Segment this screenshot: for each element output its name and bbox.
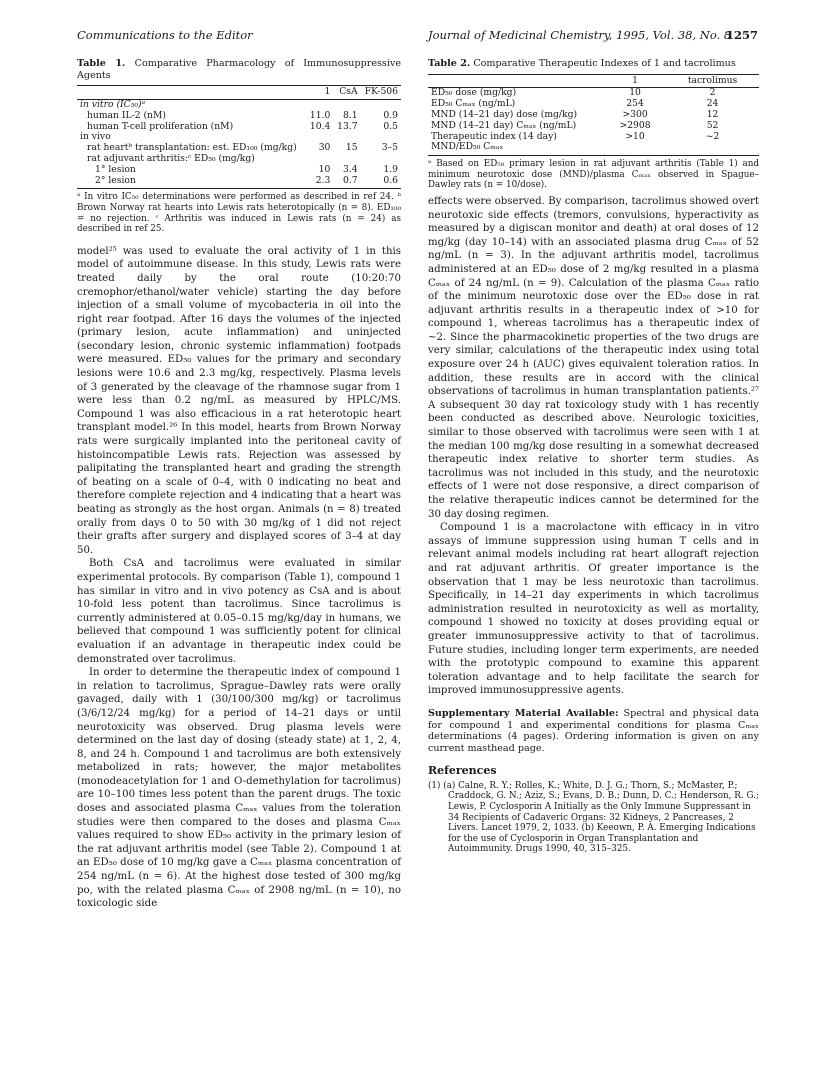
table2-header-row: [428, 74, 759, 88]
row-label: 2° lesion: [77, 176, 306, 189]
cell: 11.0: [309, 109, 331, 121]
table2-title: Comparative Therapeutic Indexes of 1 and tacrolimus: [473, 58, 736, 69]
row-label: in vitro (IC₅₀)ᵃ: [80, 98, 146, 110]
cell: 0.9: [383, 109, 398, 121]
table1-row: [77, 176, 401, 189]
table1-row: [77, 122, 401, 133]
right-column: [428, 58, 759, 855]
cell: 254: [626, 98, 644, 110]
supplementary-text: Spectral and physical data for compound 1 and experimental conditions for plasma Cₘₐₓ determinations (4 pages). Ordering information is given on any current masthead page.: [428, 707, 759, 754]
cell: 2: [709, 87, 716, 99]
cell: 0.5: [383, 120, 398, 132]
cell: 1.9: [383, 163, 398, 175]
row-label: Therapeutic index (14 day) MND/ED₅₀ Cₘₐₓ: [428, 132, 604, 156]
row-label: 1° lesion: [95, 163, 136, 175]
table1-label: Table 1.: [77, 58, 126, 69]
row-label: rat heartᵇ transplantation: est. ED₁₀₀ (mg/kg): [87, 142, 297, 154]
row-label: human IL-2 (nM): [87, 109, 166, 121]
cell: 13.7: [337, 120, 358, 132]
row-label: ED₅₀ Cₘₐₓ (ng/mL): [431, 98, 516, 110]
cell: 0.6: [361, 176, 401, 189]
cell: >10: [604, 132, 666, 156]
right-body-text: [428, 195, 759, 698]
table2-caption: [428, 58, 759, 70]
table1-col-header: 1: [306, 86, 333, 100]
row-label: human T-cell proliferation (nM): [87, 120, 234, 132]
cell: 2.3: [306, 176, 333, 189]
cell: 52: [706, 119, 719, 131]
table2-col-header: [428, 74, 604, 88]
row-label: ED₅₀ dose (mg/kg): [431, 87, 517, 99]
row-label: MND (14–21 day) dose (mg/kg): [431, 108, 578, 120]
row-label: rat adjuvant arthritis:ᶜ ED₅₀ (mg/kg): [87, 152, 255, 164]
table2-col-header: tacrolimus: [666, 74, 759, 88]
cell: 8.1: [343, 109, 358, 121]
table1-caption: [77, 58, 401, 81]
references-heading: References: [428, 764, 497, 778]
table2-label: Table 2.: [428, 58, 471, 69]
cell: 3.4: [343, 163, 358, 175]
cell: 3–5: [381, 142, 398, 154]
cell: 30: [318, 142, 331, 154]
cell: 10: [318, 163, 331, 175]
table2-col-header: 1: [604, 74, 666, 88]
table1-col-header: [77, 86, 306, 100]
table2-row: [428, 132, 759, 156]
cell: 10: [629, 87, 641, 99]
cell: 10.4: [309, 120, 331, 132]
cell: >2908: [619, 119, 651, 131]
paragraph: Compound 1 is a macrolactone with efficacy in in vitro assays of immune suppression using human T cells and in relevant animal models including rat heart allograft rejection and rat adjuvant arthritis. Of greater importance is the observation that 1 may be less neurotoxic than tacrolimus. Specifically, in 14–21 day experiments in which tacrolimus administration resulted in neurotoxicity as well as mortality, compound 1 showed no toxicity at doses providing equal or greater immunosuppressive activity to that of tacrolimus. Future studies, including longer term experiments, are needed with the prototypic compound to examine this apparent toleration advantage and to help facilitate the search for improved immunosuppressive agents.: [428, 522, 759, 697]
table1: [77, 85, 401, 189]
left-body-text: [77, 245, 401, 911]
table1-row: [77, 165, 401, 176]
paragraph: model²⁵ was used to evaluate the oral activity of 1 in this model of autoimmune disease. In this study, Lewis rats were treated daily by the oral route (10:20:70 cremophor/ethanol/water vehicle) starting the day before injection of a small volume of mycobacteria in oil into the right rear footpad. After 16 days the volumes of the injected (primary lesion, acute inflammation) and uninjected (secondary lesion, chronic systemic inflammation) footpads were measured. ED₅₀ values for the primary and secondary lesions were 10.6 and 2.3 mg/kg, respectively. Plasma levels of 3 generated by the cleavage of the rhamnose sugar from 1 were less than 0.2 ng/mL as measured by HPLC/MS. Compound 1 was also efficacious in a rat heterotopic heart transplant model.²⁶ In this model, hearts from Brown Norway rats were surgically implanted into the peritoneal cavity of histoincompatible Lewis rats. Rejection was assessed by palipitating the transplanted heart and grading the strength of beating on a scale of 0–4, with 0 indicating no beat and therefore complete rejection and 4 indicating that a heart was beating as strongly as the host organ. Animals (n = 8) treated orally from days 0 to 50 with 30 mg/kg of 1 did not reject their grafts after surgery and displayed scores of 3–4 at day 50.: [77, 245, 401, 556]
cell: 12: [706, 108, 719, 120]
running-header-right: [428, 28, 758, 42]
supplementary-label: Supplementary Material Available:: [428, 707, 619, 719]
table1-title: Comparative Pharmacology of Immunosuppressive Agents: [77, 58, 402, 81]
table1-header-row: [77, 86, 401, 100]
cell: ~2: [666, 132, 759, 156]
table2-footnote: ᵃ Based on ED₅₀ primary lesion in rat adjuvant arthritis (Table 1) and minimum neurotoxic dose (MND)/plasma Cₘₐₓ observed in Spague–Dawley rats (n = 10/dose).: [428, 159, 759, 191]
table2: [428, 74, 759, 157]
table2-row: [428, 121, 759, 132]
paragraph: In order to determine the therapeutic index of compound 1 in relation to tacrolimus, Sprague–Dawley rats were orally gavaged, daily with 1 (30/100/300 mg/kg) or tacrolimus (3/6/12/24 mg/kg) for a period of 14–21 days or until neurotoxicity was observed. Drug plasma levels were determined on the last day of dosing (steady state) at 1, 2, 4, 8, and 24 h. Compound 1 and tacrolimus are both extensively metabolized in rats; however, the major metabolites (monodeacetylation for 1 and O-demethylation for tacrolimus) are 10–100 times less potent than the parent drugs. The toxic doses and associated plasma Cₘₐₓ values from the toleration studies were then compared to the doses and plasma Cₘₐₓ values required to show ED₅₀ activity in the primary lesion of the rat adjuvant arthritis model (see Table 2). Compound 1 at an ED₅₀ dose of 10 mg/kg gave a Cₘₐₓ plasma concentration of 254 ng/mL (n = 6). At the highest dose tested of 300 mg/kg po, with the related plasma Cₘₐₓ of 2908 ng/mL (n = 10), no toxicologic side: [77, 667, 401, 910]
cell: 15: [345, 142, 358, 154]
table1-col-header: FK-506: [361, 86, 401, 100]
table1-row: [77, 111, 401, 122]
cell: >300: [622, 108, 648, 120]
cell: 24: [706, 98, 719, 110]
supplementary-material: [428, 708, 759, 754]
paragraph: effects were observed. By comparison, tacrolimus showed overt neurotoxic side effects (tremors, convulsions, hyperactivity as measured by a digiscan monitor and death) at oral doses of 12 mg/kg (day 10–14) with an associated plasma drug Cₘₐₓ of 52 ng/mL (n = 3). In the adjuvant arthritis model, tacrolimus administered at an ED₅₀ dose of 2 mg/kg resulted in a plasma Cₘₐₓ of 24 ng/mL (n = 9). Calculation of the plasma Cₘₐₓ ratio of the minimum neurotoxic dose over the ED₅₀ dose in rat adjuvant arthritis results in a therapeutic index of >10 for compound 1, whereas tacrolimus has a therapeutic index of ~2. Since the pharmacokinetic properties of the two drugs are very similar, calculations of the therapeutic index using total exposure over 24 h (AUC) gives equivalent toleration ratios. In addition, these results are in accord with the clinical observations of tacrolimus in human transplantation patients.²⁷ A subsequent 30 day rat toxicology study with 1 has recently been conducted as described above. Neurologic toxicities, similar to those observed with tacrolimus were seen with 1 at the median 100 mg/kg dose resulting in a somewhat decreased therapeutic index relative to shorter term studies. As tacrolimus was not included in this study, and the neurotoxic effects of 1 were not dose responsive, a direct comparison of the relative therapeutic indices cannot be determined for the 30 day dosing regimen.: [428, 195, 759, 520]
table1-footnote: ᵃ In vitro IC₅₀ determinations were performed as described in ref 24. ᵇ Brown Norway rat hearts into Lewis rats heterotopically (n = 8). ED₁₀₀ = no rejection. ᶜ Arthritis was induced in Lewis rats (n = 24) as described in ref 25.: [77, 192, 401, 235]
paragraph: Both CsA and tacrolimus were evaluated in similar experimental protocols. By comparison (Table 1), compound 1 has similar in vitro and in vivo potency as CsA and is about 10-fold less potent than tacrolimus. Since tacrolimus is currently administered at 0.05–0.15 mg/kg/day in humans, we believed that compound 1 was sufficiently potent for clinical evaluation if an advantage in therapeutic index could be demonstrated over tacrolimus.: [77, 558, 401, 665]
cell: 0.7: [333, 176, 360, 189]
left-column: [77, 58, 401, 911]
row-label: in vivo: [80, 131, 111, 143]
row-label: MND (14–21 day) Cₘₐₓ (ng/mL): [431, 119, 577, 131]
reference-item: (1) (a) Calne, R. Y.; Rolles, K.; White, D. J. G.; Thorn, S.; McMaster, P.; Craddock, G. N.; Aziz, S.; Evans, D. B.; Dunn, D. C.; Henderson, R. G.; Lewis, P. Cyclosporin A Initially as the Only Immune Suppressant in 34 Recipients of Cadaveric Organs: 32 Kidneys, 2 Pancreases, 2 Livers. Lancet 1979, 2, 1033. (b) Keeown, P. A. Emerging Indications for the use of Cyclosporin in Organ Transplantation and Autoimmunity. Drugs 1990, 40, 315–325.: [428, 780, 759, 855]
running-header-left: Communications to the Editor: [77, 28, 253, 42]
page-number: 1257: [725, 28, 758, 42]
table1-col-header: CsA: [333, 86, 360, 100]
journal-citation: Journal of Medicinal Chemistry, 1995, Vol. 38, No. 8: [428, 28, 732, 42]
